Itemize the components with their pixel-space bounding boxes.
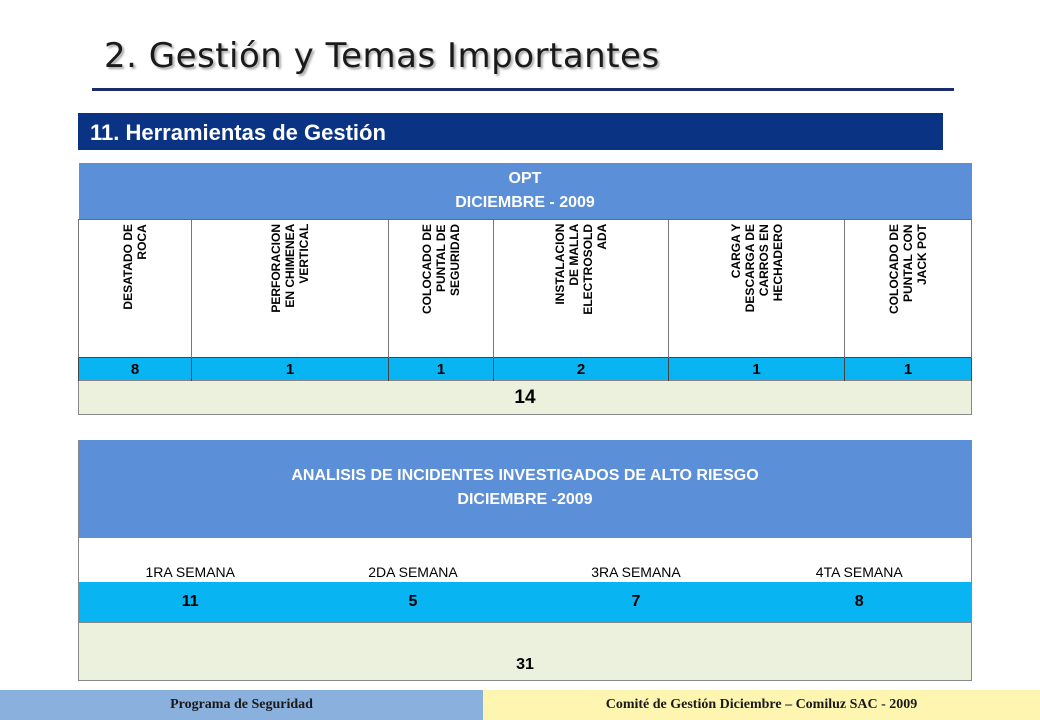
week-label: 1RA SEMANA: [79, 538, 302, 582]
opt-category-cell: [192, 220, 389, 358]
opt-category-cell: [389, 220, 494, 358]
incidents-total-cell: 31: [79, 623, 972, 681]
week-value-cell: 5: [302, 582, 525, 623]
opt-category-label: INSTALACION DE MALLA ELECTROSOLD ADA: [553, 224, 609, 315]
opt-table: [78, 163, 972, 415]
opt-category-cell: [845, 220, 972, 358]
section-header: 11. Herramientas de Gestión: [78, 113, 943, 150]
opt-category-cell: [494, 220, 669, 358]
title-divider: [92, 88, 954, 91]
opt-table-header: [79, 163, 972, 220]
opt-category-label: PERFORACION EN CHIMENEA VERTICAL: [269, 224, 311, 313]
opt-value-cell: 1: [192, 358, 389, 381]
opt-category-label: COLOCADO DE PUNTAL DE SEGURIDAD: [420, 224, 462, 314]
opt-header-title: OPT: [508, 170, 542, 187]
opt-category-cell: [669, 220, 845, 358]
opt-value-cell: 1: [845, 358, 972, 381]
incidents-header-title: ANALISIS DE INCIDENTES INVESTIGADOS DE ALTO RIESGO: [291, 467, 759, 484]
opt-category-label: COLOCADO DE PUNTAL CON JACK POT: [887, 224, 929, 314]
page-title: 2. Gestión y Temas Importantes: [104, 36, 660, 76]
incidents-header-period: DICIEMBRE -2009: [457, 491, 593, 508]
opt-category-label: CARGA Y DESCARGA DE CARROS EN HECHADERO: [728, 224, 785, 313]
footer-program-label: Programa de Seguridad: [0, 690, 483, 720]
opt-value-cell: 1: [669, 358, 845, 381]
footer-committee-label: Comité de Gestión Diciembre – Comiluz SAC - 2009: [483, 690, 1040, 720]
footer-bar: [0, 690, 1040, 720]
opt-value-cell: 8: [79, 358, 192, 381]
opt-category-label: DESATADO DE ROCA: [121, 224, 149, 310]
week-value-cell: 8: [748, 582, 972, 623]
opt-category-cell: [79, 220, 192, 358]
week-label: 3RA SEMANA: [525, 538, 748, 582]
week-value-cell: 7: [525, 582, 748, 623]
opt-value-cell: 1: [389, 358, 494, 381]
opt-value-cell: 2: [494, 358, 669, 381]
week-label: 4TA SEMANA: [748, 538, 972, 582]
opt-header-period: DICIEMBRE - 2009: [455, 194, 595, 211]
incidents-table: [78, 440, 972, 681]
week-label: 2DA SEMANA: [302, 538, 525, 582]
opt-total-cell: 14: [79, 381, 972, 415]
week-value-cell: 11: [79, 582, 302, 623]
incidents-table-header: [79, 440, 972, 538]
